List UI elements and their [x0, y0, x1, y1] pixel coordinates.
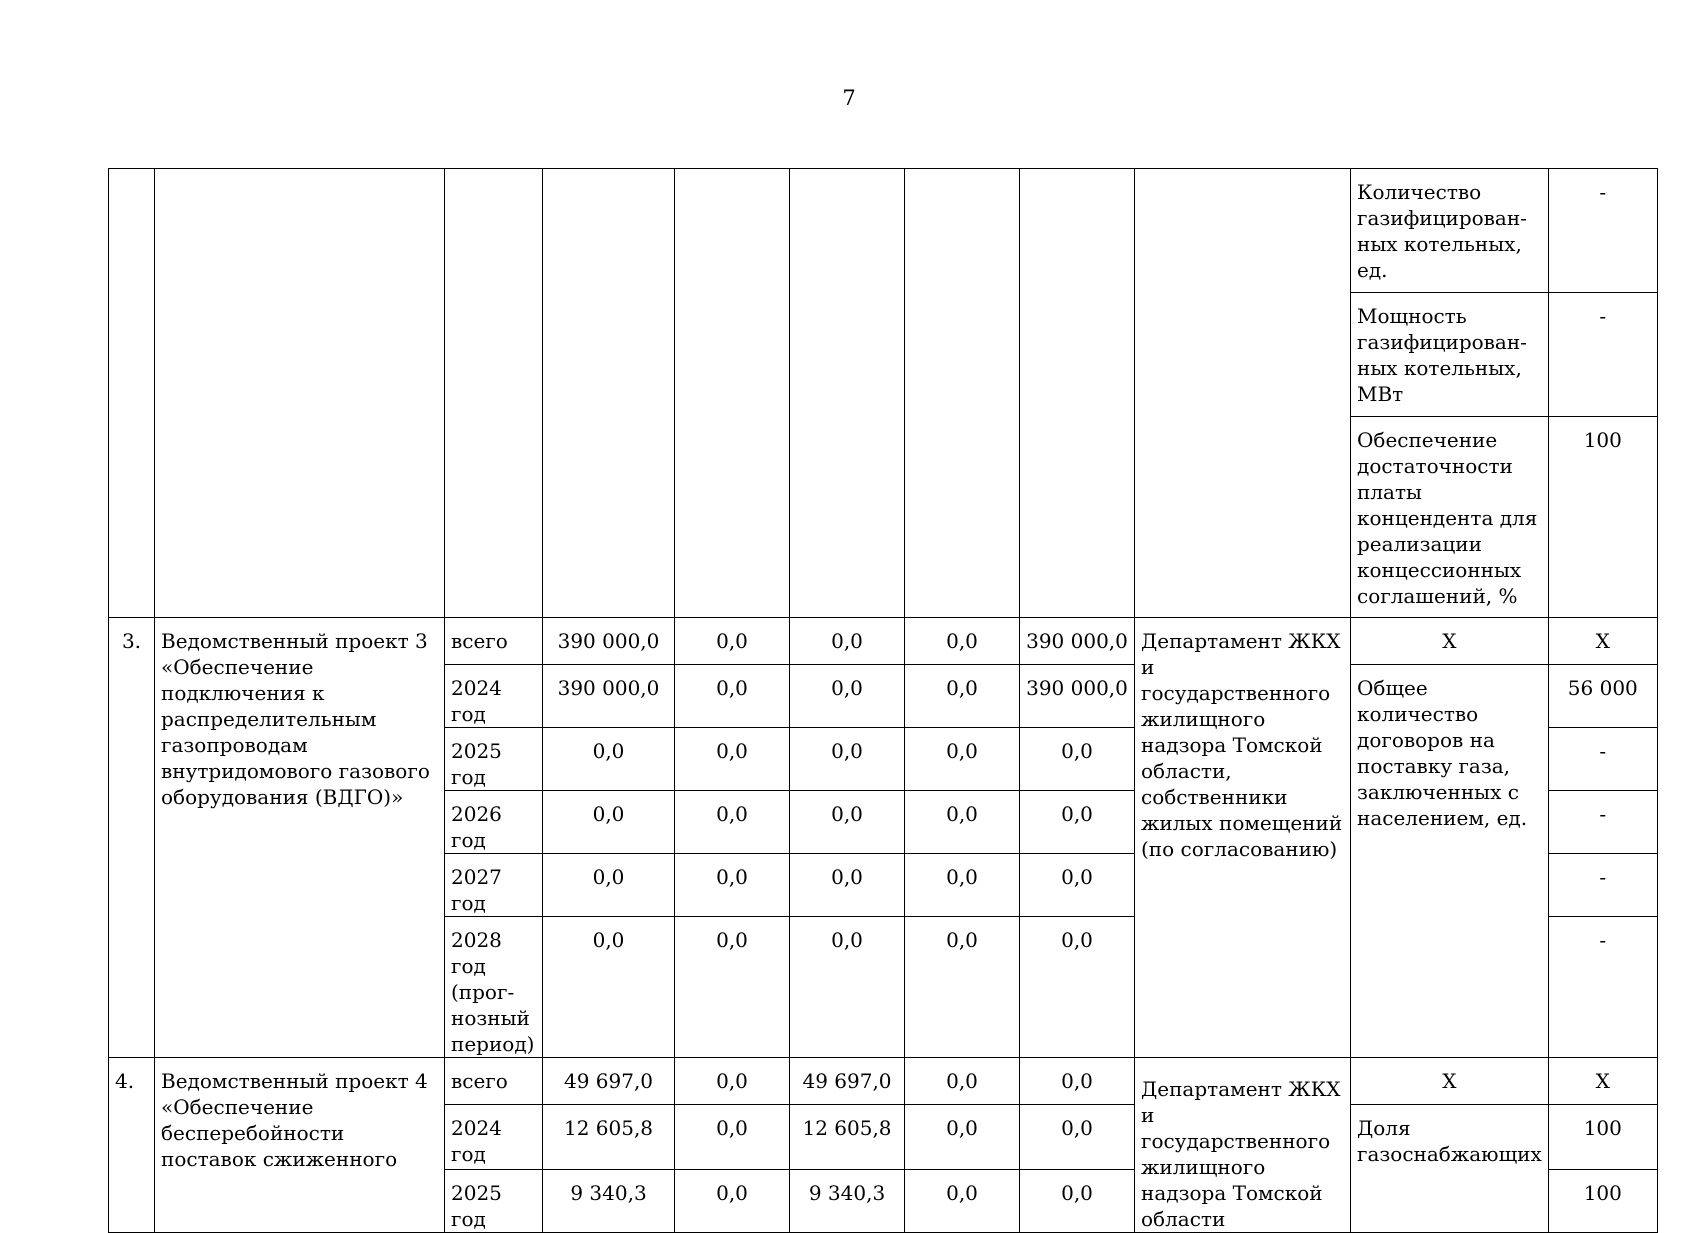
amount-cell: 0,0	[543, 917, 675, 1058]
empty-cell	[543, 169, 675, 618]
table-row	[109, 618, 1658, 665]
indicator-value: -	[1548, 169, 1657, 293]
amount-cell: 0,0	[905, 1170, 1020, 1233]
amount-cell: 0,0	[1020, 1170, 1135, 1233]
indicator-name: Количество газифицирован-ных котельных, ед.	[1351, 169, 1549, 293]
responsible-executor: Департамент ЖКХ и государственного жилищного надзора Томской области, собственники жилых помещений (по согласованию)	[1135, 618, 1351, 1058]
amount-cell: 0,0	[905, 665, 1020, 728]
amount-cell: 0,0	[675, 618, 790, 665]
table-row	[109, 169, 1658, 293]
indicator-name: Х	[1351, 618, 1549, 665]
table-row	[109, 1058, 1658, 1105]
amount-cell: 0,0	[675, 1105, 790, 1170]
amount-cell: 0,0	[543, 791, 675, 854]
amount-cell: 0,0	[905, 854, 1020, 917]
period-cell: 2026 год	[445, 791, 543, 854]
indicator-value: 100	[1548, 417, 1657, 618]
amount-cell: 0,0	[1020, 728, 1135, 791]
amount-cell: 0,0	[790, 917, 905, 1058]
period-cell: всего	[445, 1058, 543, 1105]
amount-cell: 0,0	[543, 854, 675, 917]
amount-cell: 0,0	[790, 665, 905, 728]
amount-cell: 0,0	[790, 618, 905, 665]
amount-cell: 0,0	[790, 791, 905, 854]
indicator-value: Х	[1548, 618, 1657, 665]
page-number: 7	[842, 86, 856, 110]
amount-cell: 0,0	[905, 1105, 1020, 1170]
indicator-value: Х	[1548, 1058, 1657, 1105]
project-name: Ведомственный проект 4 «Обеспечение бесперебойности поставок сжиженного	[155, 1058, 445, 1233]
indicator-value: -	[1548, 917, 1657, 1058]
amount-cell: 0,0	[1020, 1058, 1135, 1105]
amount-cell: 0,0	[675, 728, 790, 791]
period-cell: 2024 год	[445, 665, 543, 728]
row-number: 3.	[109, 618, 155, 1058]
amount-cell: 0,0	[905, 618, 1020, 665]
amount-cell: 9 340,3	[543, 1170, 675, 1233]
amount-cell: 0,0	[905, 791, 1020, 854]
amount-cell: 0,0	[1020, 791, 1135, 854]
amount-cell: 390 000,0	[1020, 618, 1135, 665]
amount-cell: 0,0	[675, 791, 790, 854]
amount-cell: 49 697,0	[543, 1058, 675, 1105]
amount-cell: 0,0	[790, 728, 905, 791]
row-number: 4.	[109, 1058, 155, 1233]
empty-cell	[109, 169, 155, 618]
amount-cell: 390 000,0	[543, 665, 675, 728]
indicator-name: Доля газоснабжающих	[1351, 1105, 1549, 1233]
indicator-value: 100	[1548, 1105, 1657, 1170]
empty-cell	[445, 169, 543, 618]
empty-cell	[675, 169, 790, 618]
responsible-executor: Департамент ЖКХ и государственного жилищного надзора Томской области	[1135, 1058, 1351, 1233]
amount-cell: 0,0	[1020, 854, 1135, 917]
indicator-value: -	[1548, 293, 1657, 417]
indicator-name: Х	[1351, 1058, 1549, 1105]
empty-cell	[1020, 169, 1135, 618]
project-name: Ведомственный проект 3 «Обеспечение подключения к распределительным газопроводам внутридомового газового оборудования (ВДГО)»	[155, 618, 445, 1058]
amount-cell: 0,0	[905, 1058, 1020, 1105]
amount-cell: 0,0	[905, 728, 1020, 791]
empty-cell	[155, 169, 445, 618]
period-cell: всего	[445, 618, 543, 665]
amount-cell: 0,0	[543, 728, 675, 791]
amount-cell: 390 000,0	[1020, 665, 1135, 728]
period-cell: 2024 год	[445, 1105, 543, 1170]
empty-cell	[790, 169, 905, 618]
indicator-name: Обеспечение достаточности платы концендента для реализации концессионных соглашений, %	[1351, 417, 1549, 618]
indicator-value: -	[1548, 854, 1657, 917]
amount-cell: 0,0	[1020, 1105, 1135, 1170]
period-cell: 2028 год (прог-нозный период)	[445, 917, 543, 1058]
amount-cell: 0,0	[675, 917, 790, 1058]
program-table	[108, 168, 1658, 1233]
amount-cell: 0,0	[675, 854, 790, 917]
indicator-name: Общее количество договоров на поставку газа, заключенных с населением, ед.	[1351, 665, 1549, 1058]
amount-cell: 9 340,3	[790, 1170, 905, 1233]
amount-cell: 0,0	[790, 854, 905, 917]
indicator-value: 100	[1548, 1170, 1657, 1233]
indicator-value: -	[1548, 728, 1657, 791]
amount-cell: 0,0	[675, 665, 790, 728]
empty-cell	[905, 169, 1020, 618]
amount-cell: 0,0	[675, 1170, 790, 1233]
empty-cell	[1135, 169, 1351, 618]
period-cell: 2027 год	[445, 854, 543, 917]
amount-cell: 12 605,8	[790, 1105, 905, 1170]
amount-cell: 0,0	[675, 1058, 790, 1105]
period-cell: 2025 год	[445, 728, 543, 791]
amount-cell: 49 697,0	[790, 1058, 905, 1105]
indicator-value: -	[1548, 791, 1657, 854]
indicator-name: Мощность газифицирован-ных котельных, МВт	[1351, 293, 1549, 417]
amount-cell: 0,0	[905, 917, 1020, 1058]
amount-cell: 12 605,8	[543, 1105, 675, 1170]
amount-cell: 0,0	[1020, 917, 1135, 1058]
indicator-value: 56 000	[1548, 665, 1657, 728]
period-cell: 2025 год	[445, 1170, 543, 1233]
amount-cell: 390 000,0	[543, 618, 675, 665]
